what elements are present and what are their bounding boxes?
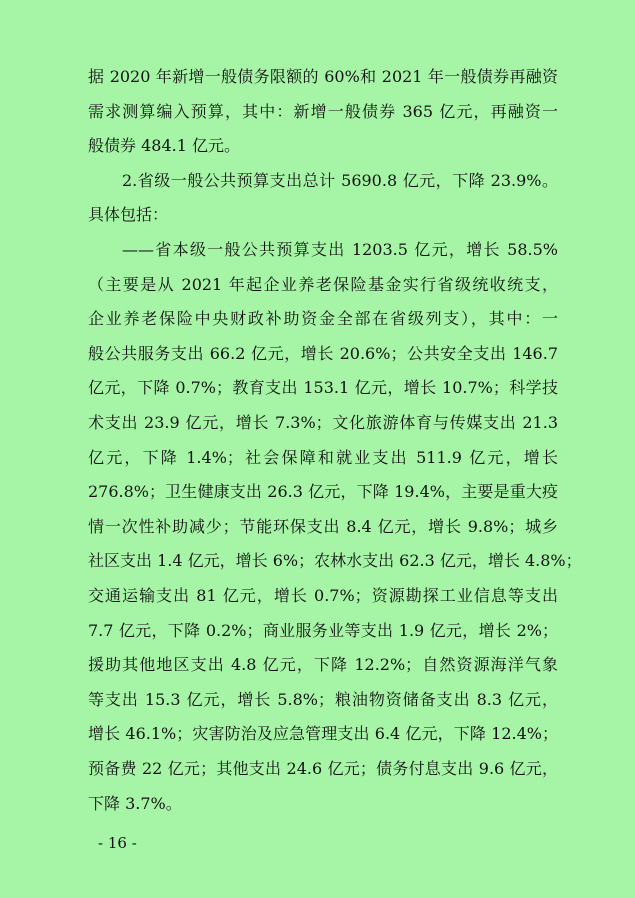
text-line: 亿元，下降 0.7%；教育支出 153.1 亿元，增长 10.7%；科学技 xyxy=(88,378,558,398)
text-line: （主要是从 2021 年起企业养老保险基金实行省级统收统支， xyxy=(88,274,558,294)
text-line: 具体包括： xyxy=(88,205,169,225)
text-line: 般债券 484.1 亿元。 xyxy=(88,136,240,156)
text-line: 般公共服务支出 66.2 亿元，增长 20.6%；公共安全支出 146.7 xyxy=(88,343,558,363)
text-line: 7.7 亿元，下降 0.2%；商业服务业等支出 1.9 亿元，增长 2%； xyxy=(88,620,558,640)
text-line: 社区支出 1.4 亿元，增长 6%；农林水支出 62.3 亿元，增长 4.8%； xyxy=(88,551,582,571)
text-line: 2.省级一般公共预算支出总计 5690.8 亿元，下降 23.9%。 xyxy=(122,170,558,190)
text-line: 预备费 22 亿元；其他支出 24.6 亿元；债务付息支出 9.6 亿元， xyxy=(88,759,558,778)
text-line: 下降 3.7%。 xyxy=(88,793,182,813)
text-line: 企业养老保险中央财政补助资金全部在省级列支），其中：一 xyxy=(88,309,558,329)
text-line: 增长 46.1%；灾害防治及应急管理支出 6.4 亿元，下降 12.4%； xyxy=(88,724,558,744)
text-line: 需求测算编入预算，其中：新增一般债券 365 亿元，再融资一 xyxy=(88,101,558,121)
text-line: 援助其他地区支出 4.8 亿元，下降 12.2%；自然资源海洋气象 xyxy=(88,655,558,675)
text-line: ——省本级一般公共预算支出 1203.5 亿元，增长 58.5% xyxy=(122,240,558,259)
text-line: 据 2020 年新增一般债务限额的 60%和 2021 年一般债券再融资 xyxy=(88,67,558,86)
text-line: 亿元，下降 1.4%；社会保障和就业支出 511.9 亿元，增长 xyxy=(88,447,558,467)
text-line: 术支出 23.9 亿元，增长 7.3%；文化旅游体育与传媒支出 21.3 xyxy=(88,413,558,432)
text-line: 276.8%；卫生健康支出 26.3 亿元，下降 19.4%，主要是重大疫 xyxy=(88,482,558,502)
text-line: 等支出 15.3 亿元，增长 5.8%；粮油物资储备支出 8.3 亿元， xyxy=(88,689,558,709)
text-line: 情一次性补助减少；节能环保支出 8.4 亿元，增长 9.8%；城乡 xyxy=(88,516,558,536)
text-line: 交通运输支出 81 亿元，增长 0.7%；资源勘探工业信息等支出 xyxy=(88,586,558,605)
page-number: - 16 - xyxy=(98,834,137,852)
